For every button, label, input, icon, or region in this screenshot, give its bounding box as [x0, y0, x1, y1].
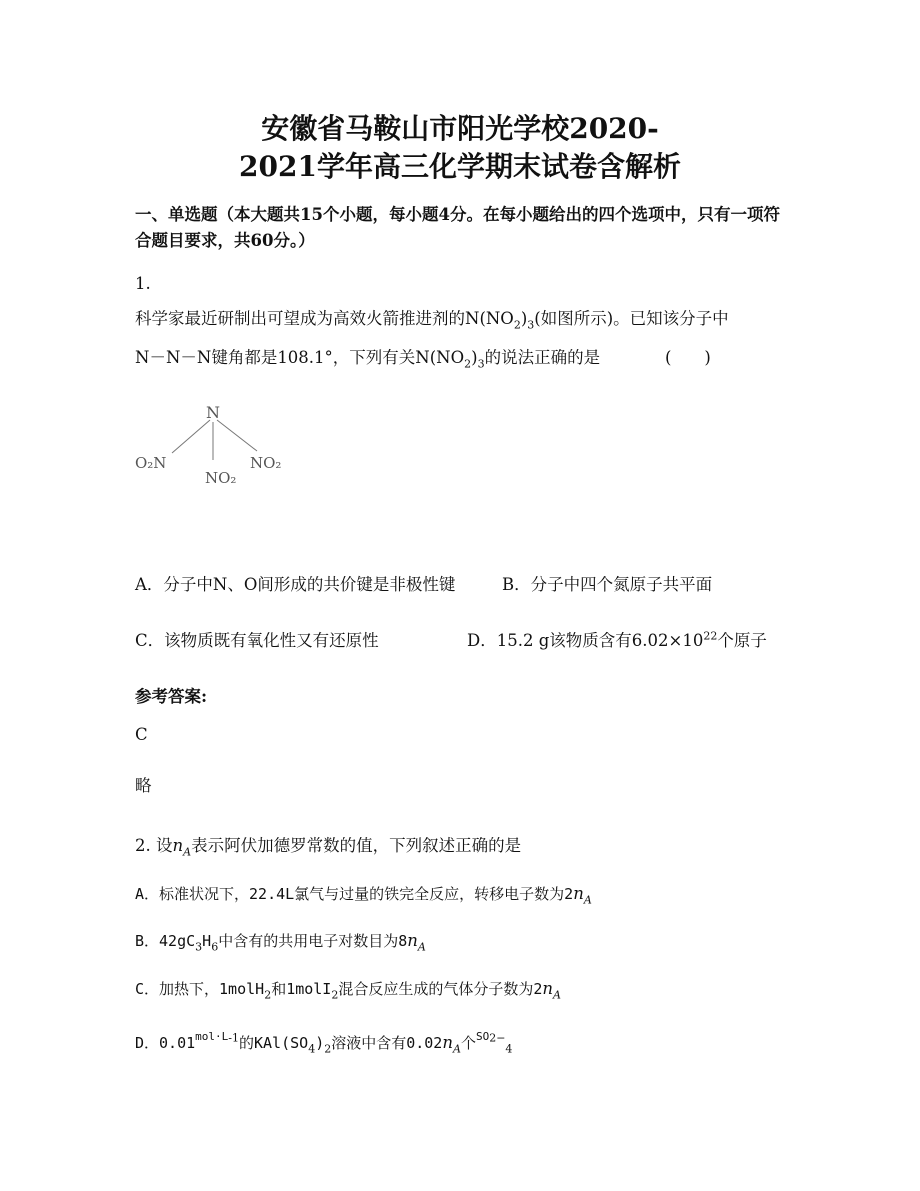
sulfate-ion: SO	[475, 1030, 490, 1043]
q2-option-d-text: )	[315, 1034, 325, 1052]
option-d-text: D．15.2 g该物质含有6.02×10	[467, 631, 704, 650]
bond-line-right	[217, 420, 257, 451]
q1-sub: 2	[464, 357, 472, 371]
q2-stem-part: 2. 设	[135, 836, 173, 855]
option-d-exponent: 22	[703, 629, 718, 643]
q2-option-b-text: 中含有的共用电子对数目为8	[218, 932, 408, 950]
na-subscript: A	[417, 940, 426, 954]
na-subscript: A	[452, 1042, 461, 1056]
q2-stem-part: 表示阿伏加德罗常数的值，下列叙述正确的是	[191, 836, 522, 855]
option-d-text: 个原子	[717, 631, 767, 650]
q1-stem-part: N－N－N键角都是108.1°，下列有关N(NO	[135, 348, 465, 367]
group-o2n-left: O₂N	[135, 454, 167, 472]
concentration-unit: mol·L	[195, 1030, 229, 1043]
group-no2-right: NO₂	[250, 454, 282, 472]
answer-paren: ( )	[665, 348, 711, 367]
answer-value: C	[135, 725, 148, 744]
option-b: B．分子中四个氮原子共平面	[502, 575, 713, 594]
atom-n-center: N	[206, 403, 220, 422]
title-line-2: 2021学年高三化学期末试卷含解析	[239, 150, 681, 183]
q1-sub: 3	[477, 357, 485, 371]
na-symbol: n	[442, 1033, 453, 1052]
title-line-1: 安徽省马鞍山市阳光学校2020-	[261, 112, 659, 145]
q2-sub: 3	[195, 940, 203, 954]
unit-exponent: -1	[228, 1031, 239, 1045]
option-c: C．该物质既有氧化性又有还原性	[135, 631, 379, 650]
q2-option-b-text: B．42gC	[135, 932, 196, 950]
q2-sub: 2	[324, 1042, 332, 1056]
q2-option-d-text: 个	[460, 1034, 476, 1052]
na-subscript: A	[553, 988, 561, 1002]
molecule-structure-diagram	[130, 398, 300, 493]
question-1-stem-line-1	[135, 307, 729, 331]
q2-sub: 2	[264, 988, 272, 1002]
answer-label: 参考答案:	[135, 687, 208, 706]
sulfate-subscript: 4	[505, 1042, 513, 1056]
option-a: A．分子中N、O间形成的共价键是非极性键	[135, 575, 456, 594]
q2-option-d	[135, 1025, 512, 1055]
q1-stem-part: )	[520, 309, 528, 328]
na-symbol: n	[542, 979, 554, 998]
na-subscript: A	[183, 845, 192, 859]
na-symbol: n	[573, 884, 584, 903]
q2-sub: 6	[211, 940, 219, 954]
q1-stem-part: (如图所示)。已知该分子中	[534, 309, 729, 328]
section-heading: 一、单选题（本大题共15个小题，每小题4分。在每小题给出的四个选项中，只有一项符合题目要求，共60分。）	[135, 205, 780, 250]
q2-option-d-text: 的KAl(SO	[239, 1034, 309, 1052]
group-no2-middle: NO₂	[205, 469, 237, 487]
q1-stem-part: )	[471, 348, 478, 367]
q2-option-c	[135, 977, 561, 1001]
q2-option-c-text: 和1molI	[271, 980, 332, 998]
na-subscript: A	[583, 893, 592, 907]
q1-stem-part: 的说法正确的是	[484, 348, 601, 367]
q2-option-c-text: 混合反应生成的气体分子数为2	[338, 980, 543, 998]
q1-sub: 3	[527, 318, 535, 332]
option-d	[467, 629, 767, 653]
question-1-number: 1.	[135, 274, 151, 293]
q2-option-b	[135, 929, 426, 953]
bond-line-left	[172, 420, 210, 453]
q2-option-a-text: A．标准状况下，22.4L氯气与过量的铁完全反应，转移电子数为2	[135, 885, 574, 903]
q2-option-c-text: C．加热下，1molH	[135, 980, 265, 998]
q2-sub: 2	[331, 988, 339, 1002]
question-1-stem-line-2	[135, 346, 600, 370]
sulfate-charge: 2−	[489, 1031, 506, 1045]
q2-option-a	[135, 882, 592, 906]
q2-option-d-text: D．0.01	[135, 1034, 196, 1052]
q2-option-b-text: H	[202, 932, 212, 950]
q1-sub: 2	[513, 318, 521, 332]
question-2-stem	[135, 834, 521, 858]
q2-sub: 4	[308, 1042, 316, 1056]
page-title	[0, 110, 920, 186]
q1-stem-part: 科学家最近研制出可望成为高效火箭推进剂的N(NO	[135, 309, 514, 328]
na-symbol: n	[172, 836, 184, 855]
q2-option-d-text: 溶液中含有0.02	[331, 1034, 443, 1052]
answer-explanation: 略	[135, 776, 152, 795]
na-symbol: n	[407, 931, 418, 950]
